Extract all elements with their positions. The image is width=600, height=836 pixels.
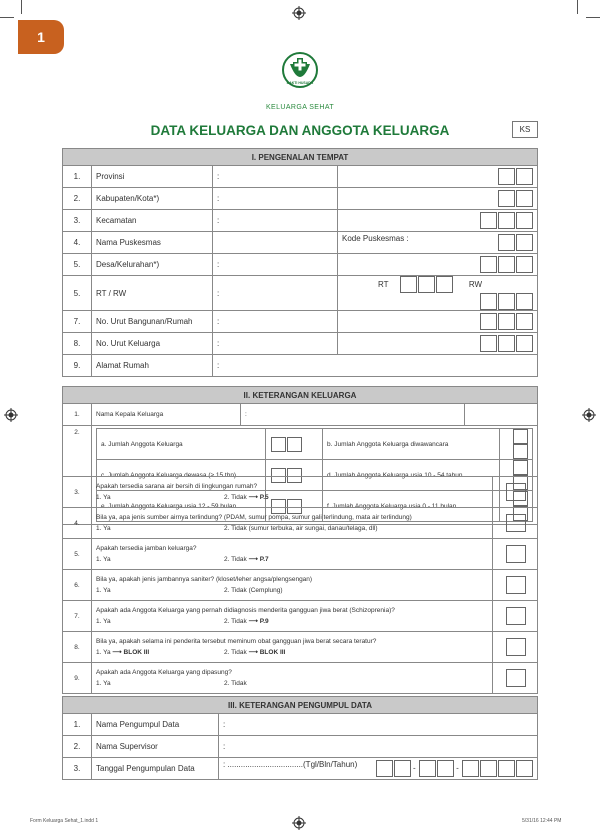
field-value[interactable]: : xyxy=(213,188,338,210)
rw-label: RW xyxy=(468,279,483,289)
collector-name-field[interactable]: : xyxy=(219,714,538,736)
footer-timestamp: 5/31/16 12:44 PM xyxy=(522,818,562,824)
question-number: 6. xyxy=(63,570,92,601)
count-label: f. Jumlah Anggota Keluarga usia 0 - 11 bulan xyxy=(323,491,500,522)
kode-puskesmas-label: Kode Puskesmas : xyxy=(342,234,409,243)
field-value[interactable]: : xyxy=(241,404,465,426)
answer-box[interactable] xyxy=(493,539,538,570)
crop-mark xyxy=(21,0,22,14)
rt-label: RT xyxy=(378,279,389,289)
row-number: 2. xyxy=(63,426,92,525)
row-number: 8. xyxy=(63,333,92,355)
field-label: Kecamatan xyxy=(92,210,213,232)
row-number: 1. xyxy=(63,404,92,426)
answer-box[interactable] xyxy=(493,601,538,632)
footer-filename: Form Keluarga Sehat_1.indd 1 xyxy=(30,818,99,824)
row-number: 3. xyxy=(63,758,92,780)
table-row xyxy=(63,188,538,210)
table-row xyxy=(63,758,538,780)
arrow-right-icon: ⟶ xyxy=(248,494,258,501)
kode-puskesmas-cell[interactable] xyxy=(338,232,538,254)
answer-box[interactable] xyxy=(493,663,538,694)
skip-target: P.7 xyxy=(259,556,269,563)
question-row xyxy=(63,663,538,694)
question-number: 5. xyxy=(63,539,92,570)
field-value[interactable] xyxy=(213,232,338,254)
question-number: 7. xyxy=(63,601,92,632)
field-label: RT / RW xyxy=(92,276,213,311)
question-number: 4. xyxy=(63,508,92,539)
field-label: Nama Pengumpul Data xyxy=(92,714,219,736)
question-text xyxy=(92,508,493,539)
arrow-right-icon: ⟶ xyxy=(248,649,258,656)
table-row xyxy=(63,355,538,377)
question-text xyxy=(92,570,493,601)
field-value[interactable]: : xyxy=(213,333,338,355)
question-number: 9. xyxy=(63,663,92,694)
row-number: 2. xyxy=(63,188,92,210)
page-number: 1 xyxy=(37,29,45,45)
field-label: Tanggal Pengumpulan Data xyxy=(92,758,219,780)
registration-mark-icon xyxy=(4,408,18,422)
row-number: 1. xyxy=(63,166,92,188)
crop-mark xyxy=(577,0,578,14)
question: Bila ya, apakah selama ini penderita tersebut meminum obat gangguan jiwa berat secara teratur? xyxy=(96,638,377,645)
registration-mark-icon xyxy=(292,816,306,830)
registration-mark-icon xyxy=(292,6,306,20)
field-value[interactable]: : xyxy=(213,355,538,377)
field-value[interactable]: : xyxy=(213,210,338,232)
answer-box[interactable] xyxy=(493,477,538,508)
arrow-right-icon: ⟶ xyxy=(248,618,258,625)
table-row xyxy=(63,276,538,311)
supervisor-name-field[interactable]: : xyxy=(219,736,538,758)
question: Bila ya, apa jenis sumber airnya terlindung? (PDAM, sumur pompa, sumur gali terlindung, mata air terlindung) xyxy=(96,514,412,521)
answer-box[interactable] xyxy=(493,570,538,601)
field-value[interactable]: : xyxy=(213,276,338,311)
row-number: 1. xyxy=(63,714,92,736)
option-no: 2. Tidak xyxy=(224,649,247,656)
crop-mark xyxy=(0,17,14,18)
question-row xyxy=(63,539,538,570)
count-label: d. Jumlah Anggota Keluarga usia 10 - 54 tahun xyxy=(323,460,500,491)
code-boxes[interactable] xyxy=(338,311,538,333)
option-no: 2. Tidak xyxy=(224,556,247,563)
emblem-text: BAKTI HUSADA xyxy=(286,81,314,85)
option-yes: 1. Ya xyxy=(96,494,111,501)
skip-target: BLOK III xyxy=(123,649,150,656)
rt-rw-cell[interactable] xyxy=(338,276,538,311)
option-yes: 1. Ya xyxy=(96,649,111,656)
form-code-box: KS xyxy=(512,121,538,138)
field-label: Provinsi xyxy=(92,166,213,188)
option-yes: 1. Ya xyxy=(96,680,111,687)
page-number-tab xyxy=(18,20,64,54)
page-title: DATA KELUARGA DAN ANGGOTA KELUARGA xyxy=(150,123,450,138)
question: Apakah ada Anggota Keluarga yang dipasung? xyxy=(96,669,232,676)
table-row xyxy=(63,736,538,758)
option-no: 2. Tidak xyxy=(224,494,247,501)
date-field[interactable]: : ..................................(Tgl/Bln/Tahun) - - xyxy=(219,758,538,780)
code-boxes[interactable] xyxy=(338,254,538,276)
field-label: No. Urut Keluarga xyxy=(92,333,213,355)
table-row xyxy=(63,333,538,355)
table-row xyxy=(63,232,538,254)
empty-cell xyxy=(465,404,538,426)
section-header: III. KETERANGAN PENGUMPUL DATA xyxy=(63,697,538,714)
field-label: Desa/Kelurahan*) xyxy=(92,254,213,276)
row-number: 2. xyxy=(63,736,92,758)
answer-box[interactable] xyxy=(493,632,538,663)
option-yes: 1. Ya xyxy=(96,618,111,625)
row-number: 5. xyxy=(63,276,92,311)
code-boxes[interactable] xyxy=(338,166,538,188)
section-header: I. PENGENALAN TEMPAT xyxy=(63,149,538,166)
question-row xyxy=(63,508,538,539)
option-no: 2. Tidak (sumur terbuka, air sungai, danau/telaga, dll) xyxy=(224,525,378,532)
table-row xyxy=(63,254,538,276)
question-row xyxy=(63,570,538,601)
question-text xyxy=(92,663,493,694)
skip-target: P.5 xyxy=(259,494,269,501)
row-number: 7. xyxy=(63,311,92,333)
bakti-husada-logo xyxy=(280,50,320,94)
question-text xyxy=(92,632,493,663)
field-label: Alamat Rumah xyxy=(92,355,213,377)
section-pengumpul-data xyxy=(62,696,538,780)
count-label: b. Jumlah Anggota Keluarga diwawancara xyxy=(323,429,500,460)
code-boxes[interactable] xyxy=(338,210,538,232)
questions-table xyxy=(62,476,538,694)
skip-target: P.9 xyxy=(259,618,269,625)
count-label: c. Jumlah Anggota Keluarga dewasa (≥ 15 thn) xyxy=(97,460,266,491)
count-label: a. Jumlah Anggota Keluarga xyxy=(97,429,266,460)
field-label: Kabupaten/Kota*) xyxy=(92,188,213,210)
question-row xyxy=(63,477,538,508)
date-format-hint: : ..................................(Tgl/Bln/Tahun) xyxy=(223,760,358,769)
question-number: 8. xyxy=(63,632,92,663)
question-text xyxy=(92,477,493,508)
row-number: 4. xyxy=(63,232,92,254)
code-boxes[interactable] xyxy=(338,333,538,355)
field-value[interactable]: : xyxy=(213,311,338,333)
row-number: 9. xyxy=(63,355,92,377)
table-row xyxy=(63,404,538,426)
crop-mark xyxy=(586,17,600,18)
field-value[interactable]: : xyxy=(213,254,338,276)
option-yes: 1. Ya xyxy=(96,525,111,532)
answer-box[interactable] xyxy=(493,508,538,539)
registration-mark-icon xyxy=(582,408,596,422)
question-text xyxy=(92,539,493,570)
option-no: 2. Tidak (Cemplung) xyxy=(224,587,283,594)
question: Apakah tersedia sarana air bersih di lingkungan rumah? xyxy=(96,483,258,490)
option-no: 2. Tidak xyxy=(224,618,247,625)
code-boxes[interactable] xyxy=(338,188,538,210)
option-yes: 1. Ya xyxy=(96,556,111,563)
question: Apakah ada Anggota Keluarga yang pernah didiagnosis menderita gangguan jiwa berat (Schizoprenia)? xyxy=(96,607,395,614)
option-no: 2. Tidak xyxy=(224,680,247,687)
row-number: 5. xyxy=(63,254,92,276)
question-text xyxy=(92,601,493,632)
table-row xyxy=(63,714,538,736)
arrow-right-icon: ⟶ xyxy=(112,649,122,656)
org-name: KELUARGA SEHAT xyxy=(265,104,335,111)
field-label: Nama Supervisor xyxy=(92,736,219,758)
count-label: e. Jumlah Anggota Keluarga usia 12 - 59 bulan xyxy=(97,491,266,522)
count-boxes[interactable] xyxy=(266,429,323,460)
question-row xyxy=(63,601,538,632)
table-row xyxy=(63,311,538,333)
table-row xyxy=(63,210,538,232)
question: Bila ya, apakah jenis jambannya saniter? (kloset/leher angsa/plengsengan) xyxy=(96,576,313,583)
section-pengenalan-tempat xyxy=(62,148,538,377)
field-label: No. Urut Bangunan/Rumah xyxy=(92,311,213,333)
question: Apakah tersedia jamban keluarga? xyxy=(96,545,197,552)
field-value[interactable]: : xyxy=(213,166,338,188)
option-yes: 1. Ya xyxy=(96,587,111,594)
skip-target: BLOK III xyxy=(259,649,286,656)
question-number: 3. xyxy=(63,477,92,508)
arrow-right-icon: ⟶ xyxy=(248,556,258,563)
section-header: II. KETERANGAN KELUARGA xyxy=(63,387,538,404)
question-row xyxy=(63,632,538,663)
table-row xyxy=(63,166,538,188)
row-number: 3. xyxy=(63,210,92,232)
count-boxes[interactable] xyxy=(500,429,533,460)
field-label: Nama Puskesmas xyxy=(92,232,213,254)
field-label: Nama Kepala Keluarga xyxy=(92,404,241,426)
